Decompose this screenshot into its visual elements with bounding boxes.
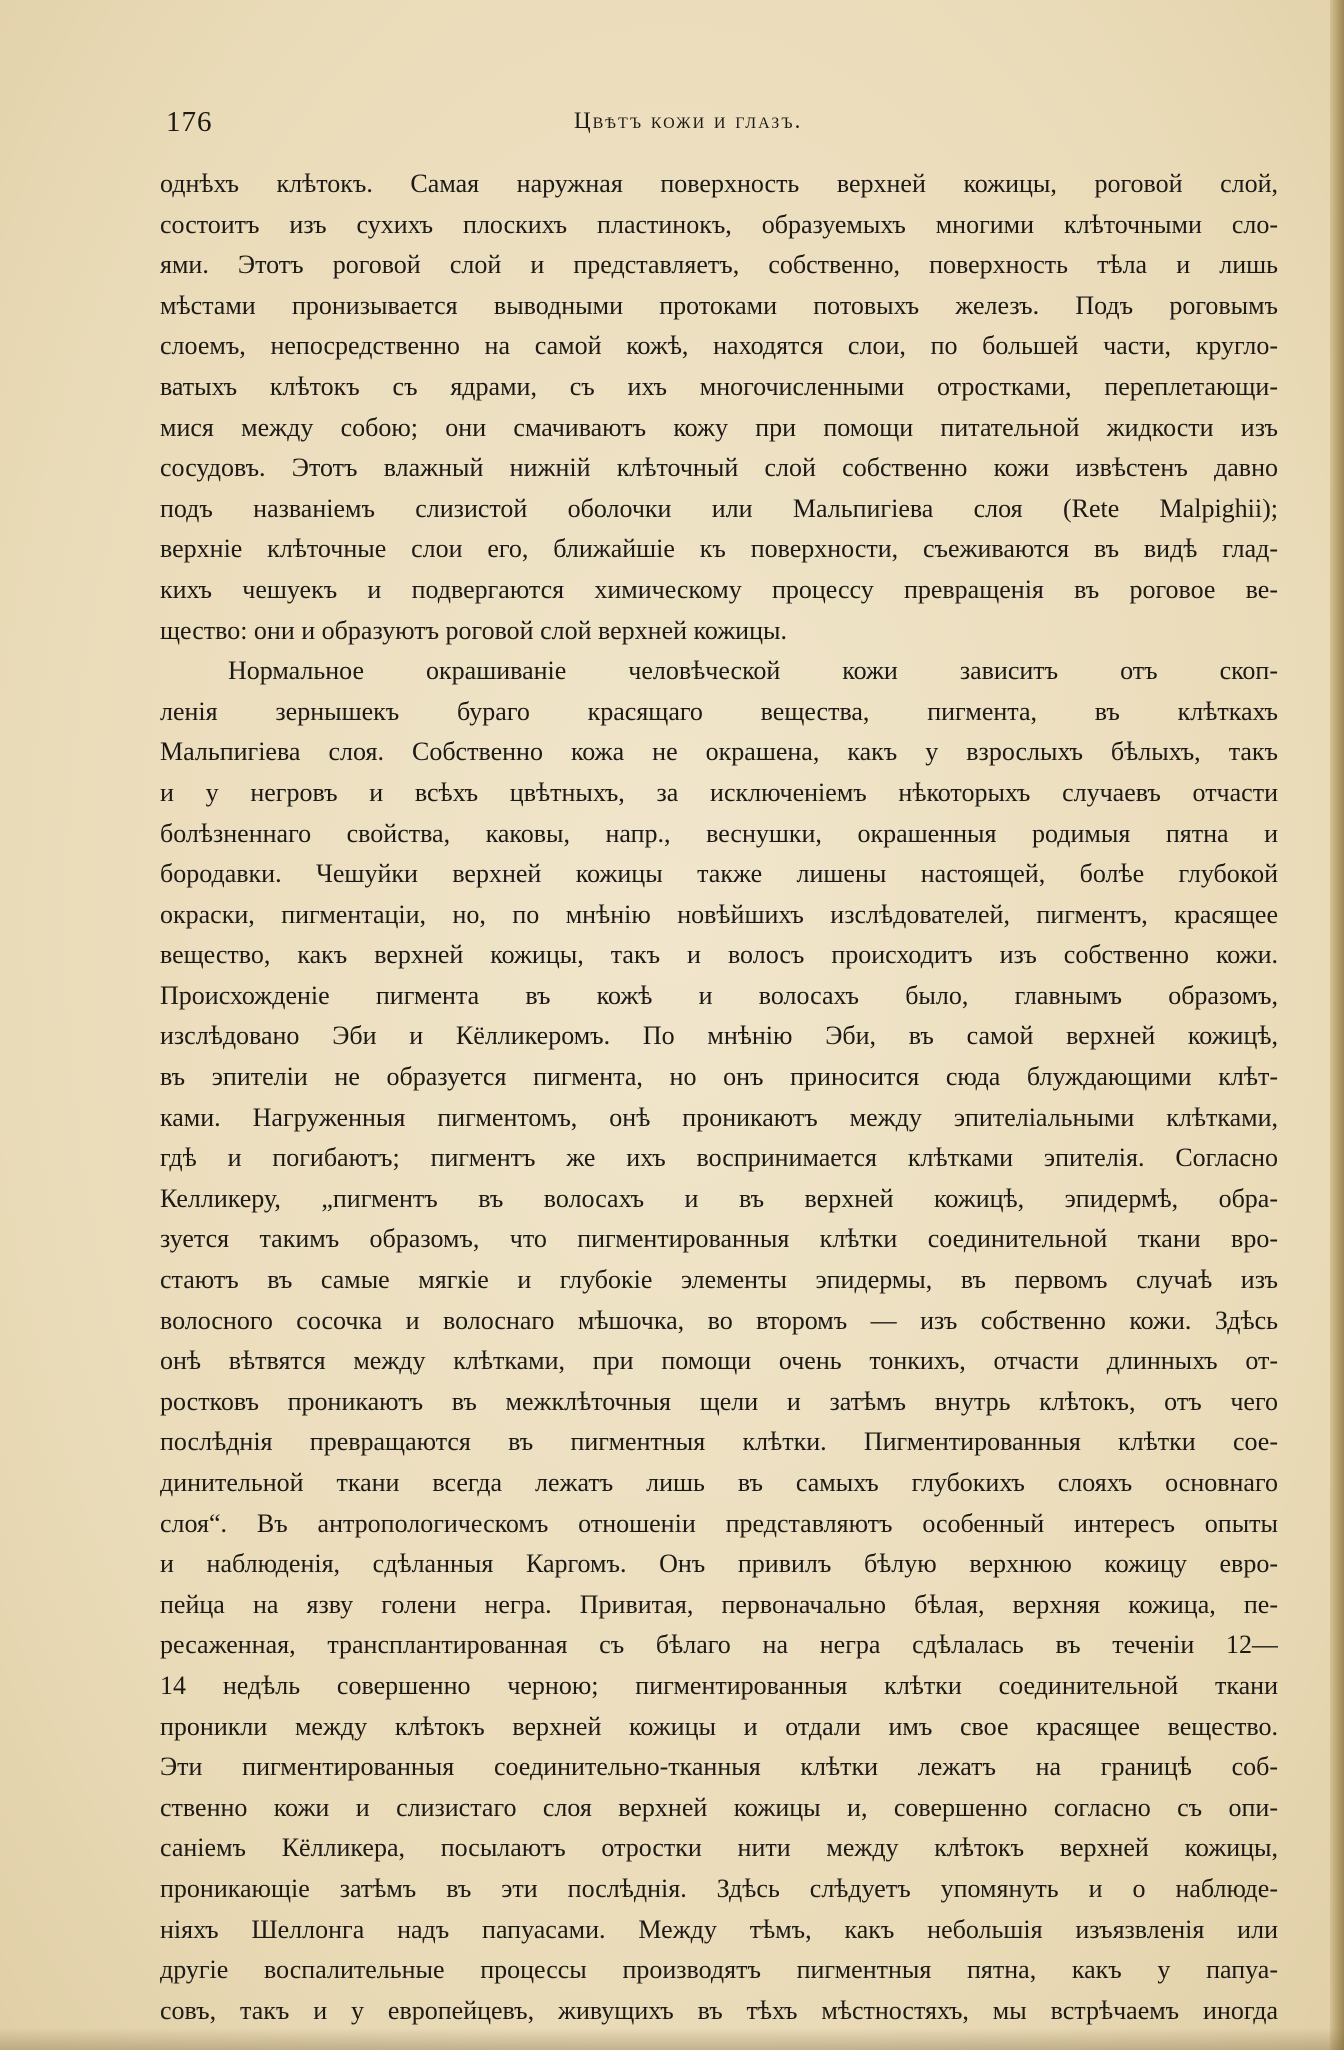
text-line: мѣстами пронизывается выводными протоками потовыхъ железъ. Подъ роговымъ — [160, 290, 1278, 320]
text-line: ростковъ проникаютъ въ межклѣточныя щели и затѣмъ внутрь клѣтокъ, отъ чего — [160, 1386, 1278, 1416]
text-line: состоитъ изъ сухихъ плоскихъ пластинокъ, образуемыхъ многими клѣточными сло- — [160, 209, 1278, 239]
text-line: саніемъ Кёлликера, посылаютъ отростки нити между клѣтокъ верхней кожицы, — [160, 1833, 1278, 1863]
text-line: проникающіе затѣмъ въ эти послѣднія. Здѣсь слѣдуетъ упомянуть и о наблюде- — [160, 1873, 1278, 1903]
text-line: Келликеру, „пигментъ въ волосахъ и въ верхней кожицѣ, эпидермѣ, обра- — [160, 1183, 1278, 1213]
running-head: Цвѣтъ кожи и глазъ. — [574, 108, 803, 133]
text-line: изслѣдовано Эби и Кёлликеромъ. По мнѣнію Эби, въ самой верхней кожицѣ, — [160, 1021, 1278, 1051]
text-line: пейца на язву голени негра. Привитая, первоначально бѣлая, верхняя кожица, пе- — [160, 1589, 1278, 1619]
text-line: 14 недѣль совершенно черною; пигментированныя клѣтки соединительной ткани — [160, 1670, 1278, 1700]
text-line: ками. Нагруженныя пигментомъ, онѣ проникаютъ между эпителіальными клѣтками, — [160, 1102, 1278, 1132]
text-line: волосного сосочка и волоснаго мѣшочка, во второмъ — изъ собственно кожи. Здѣсь — [160, 1305, 1278, 1335]
text-line: болѣзненнаго свойства, каковы, напр., веснушки, окрашенныя родимыя пятна и — [160, 818, 1278, 848]
text-line: щество: они и образуютъ роговой слой верхней кожицы. — [160, 615, 787, 645]
text-line: Мальпигіева слоя. Собственно кожа не окрашена, какъ у взрослыхъ бѣлыхъ, такъ — [160, 737, 1278, 767]
text-line: бородавки. Чешуйки верхней кожицы также лишены настоящей, болѣе глубокой — [160, 859, 1278, 889]
text-line: гдѣ и погибаютъ; пигментъ же ихъ воспринимается клѣтками эпителія. Согласно — [160, 1143, 1278, 1173]
text-line: мися между собою; они смачиваютъ кожу при помощи питательной жидкости изъ — [160, 412, 1278, 442]
text-line: ресаженная, трансплантированная съ бѣлаго на негра сдѣлалась въ теченіи 12— — [160, 1630, 1278, 1660]
text-line: сосудовъ. Этотъ влажный нижній клѣточный слой собственно кожи извѣстенъ давно — [160, 453, 1278, 483]
text-line: ніяхъ Шеллонга надъ папуасами. Между тѣмъ, какъ небольшія изъязвленія или — [160, 1914, 1278, 1944]
text-line: слоемъ, непосредственно на самой кожѣ, находятся слои, по большей части, кругло- — [160, 331, 1278, 361]
text-line: ленія зернышекъ бураго красящаго вещества, пигмента, въ клѣткахъ — [160, 696, 1278, 726]
page-header — [166, 106, 1286, 146]
text-line: и у негровъ и всѣхъ цвѣтныхъ, за исключеніемъ нѣкоторыхъ случаевъ отчасти — [160, 777, 1278, 807]
text-line: подъ названіемъ слизистой оболочки или Мальпигіева слоя (Rete Malpighii); — [160, 493, 1278, 523]
text-line: ями. Этотъ роговой слой и представляетъ, собственно, поверхность тѣла и лишь — [160, 250, 1278, 280]
text-line: слоя“. Въ антропологическомъ отношеніи представляютъ особенный интересъ опыты — [160, 1508, 1278, 1538]
text-line: и наблюденія, сдѣланныя Каргомъ. Онъ привилъ бѣлую верхнюю кожицу евро- — [160, 1549, 1278, 1579]
text-line: послѣднія превращаются въ пигментныя клѣтки. Пигментированныя клѣтки сое- — [160, 1427, 1278, 1457]
body-text — [160, 164, 1278, 2031]
text-line: динительной ткани всегда лежатъ лишь въ самыхъ глубокихъ слояхъ основнаго — [160, 1468, 1278, 1497]
text-line: въ эпителіи не образуется пигмента, но онъ приносится сюда блуждающими клѣт- — [160, 1062, 1278, 1092]
text-line: Нормальное окрашиваніе человѣческой кожи зависитъ отъ скоп- — [228, 656, 1278, 686]
text-line: вещество, какъ верхней кожицы, такъ и волосъ происходитъ изъ собственно кожи. — [160, 940, 1278, 970]
text-line: кихъ чешуекъ и подвергаются химическому процессу превращенія въ роговое ве- — [160, 574, 1278, 604]
text-line: Происхожденіе пигмента въ кожѣ и волосахъ было, главнымъ образомъ, — [160, 980, 1278, 1010]
text-line: ватыхъ клѣтокъ съ ядрами, съ ихъ многочисленными отростками, переплетающи- — [160, 371, 1278, 401]
page-number: 176 — [166, 106, 213, 138]
text-line: ственно кожи и слизистаго слоя верхней кожицы и, совершенно согласно съ опи- — [160, 1792, 1278, 1822]
text-line: Эти пигментированныя соединительно-тканныя клѣтки лежатъ на границѣ соб- — [160, 1752, 1278, 1782]
text-line: онѣ вѣтвятся между клѣтками, при помощи очень тонкихъ, отчасти длинныхъ от- — [160, 1346, 1278, 1376]
text-line: проникли между клѣтокъ верхней кожицы и отдали имъ свое красящее вещество. — [160, 1711, 1278, 1741]
text-line: однѣхъ клѣтокъ. Самая наружная поверхность верхней кожицы, роговой слой, — [160, 169, 1278, 198]
text-line: совъ, такъ и у европейцевъ, живущихъ въ тѣхъ мѣстностяхъ, мы встрѣчаемъ иногда — [160, 1995, 1278, 2025]
text-line: зуется такимъ образомъ, что пигментированныя клѣтки соединительной ткани вро- — [160, 1224, 1278, 1254]
text-line: стаютъ въ самые мягкіе и глубокіе элементы эпидермы, въ первомъ случаѣ изъ — [160, 1265, 1278, 1295]
text-line: окраски, пигментаціи, но, по мнѣнію новѣйшихъ изслѣдователей, пигментъ, красящее — [160, 899, 1278, 929]
page-binding-edge — [1330, 0, 1344, 2050]
text-line: другіе воспалительные процессы производятъ пигментныя пятна, какъ у папуа- — [160, 1955, 1278, 1985]
text-line: верхніе клѣточные слои его, ближайшіе къ поверхности, съеживаются въ видѣ глад- — [160, 534, 1278, 564]
